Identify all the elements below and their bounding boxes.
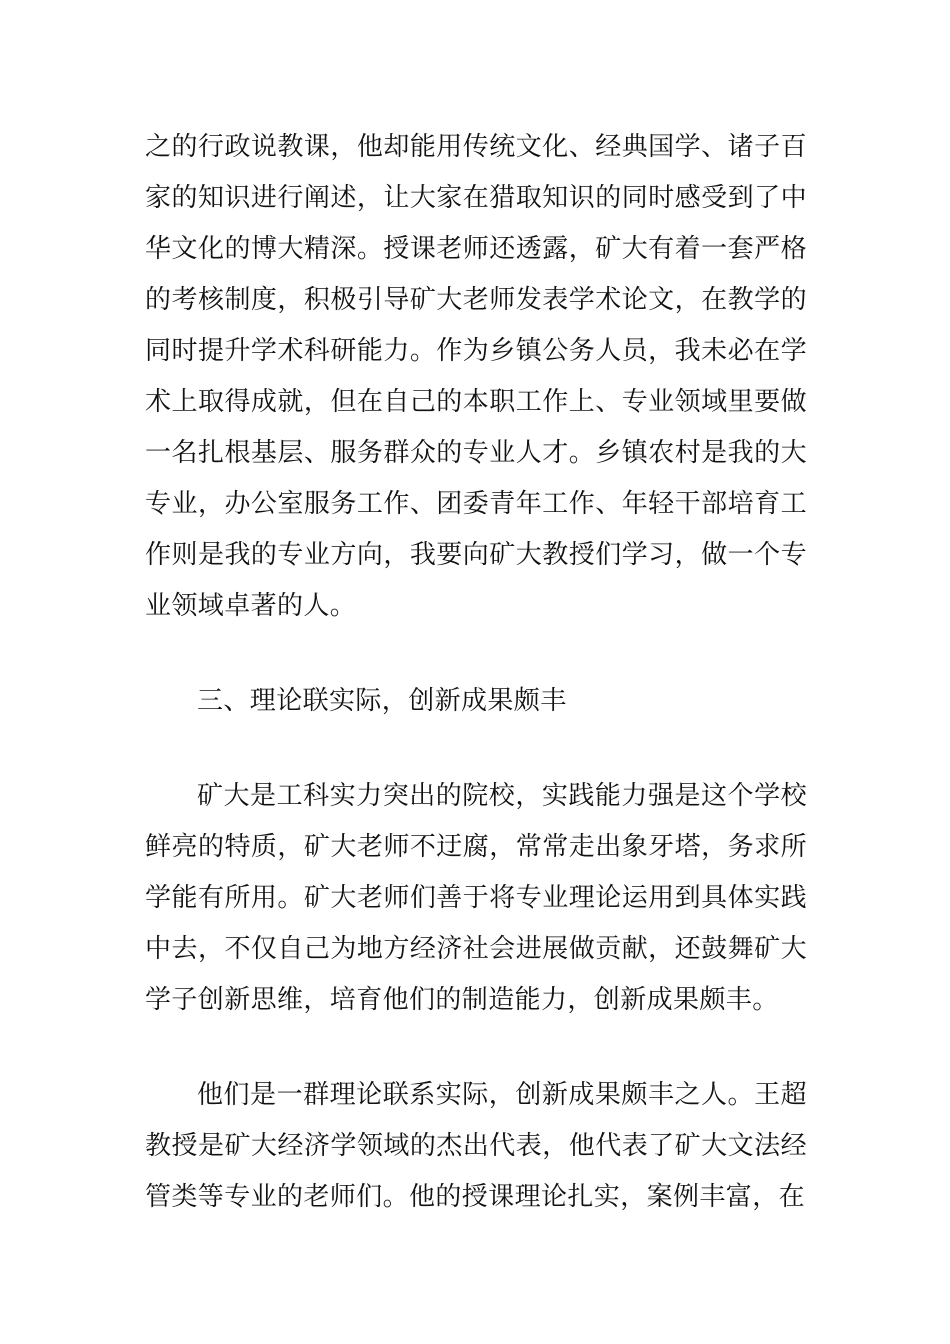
paragraph-spacer [145,1026,807,1070]
paragraph: 他们是一群理论联系实际，创新成果颇丰之人。王超教授是矿大经济学领域的杰出代表，他代表了矿大文法经管类等专业的老师们。他的授课理论扎实，案例丰富，在 [145,1080,807,1212]
section-heading: 三、理论联实际，创新成果颇丰 [197,686,567,716]
paragraph-spacer [145,727,807,771]
paragraph-continued: 之的行政说教课，他却能用传统文化、经典国学、诸子百家的知识进行阐述，让大家在猎取知识的同时感受到了中华文化的博大精深。授课老师还透露，矿大有着一套严格的考核制度，积极引导矿大老师发表学术论文，在教学的同时提升学术科研能力。作为乡镇公务人员，我未必在学术上取得成就，但在自己的本职工作上、专业领域里要做一名扎根基层、服务群众的专业人才。乡镇农村是我的大专业，办公室服务工作、团委青年工作、年轻干部培育工作则是我的专业方向，我要向矿大教授们学习，做一个专业领域卓著的人。 [145,132,807,621]
document-body [145,122,807,1223]
paragraph-spacer [145,632,807,676]
paragraph: 矿大是工科实力突出的院校，实践能力强是这个学校鲜亮的特质，矿大老师不迂腐，常常走出象牙塔，务求所学能有所用。矿大老师们善于将专业理论运用到具体实践中去，不仅自己为地方经济社会进展做贡献，还鼓舞矿大学子创新思维，培育他们的制造能力，创新成果颇丰。 [145,781,807,1015]
